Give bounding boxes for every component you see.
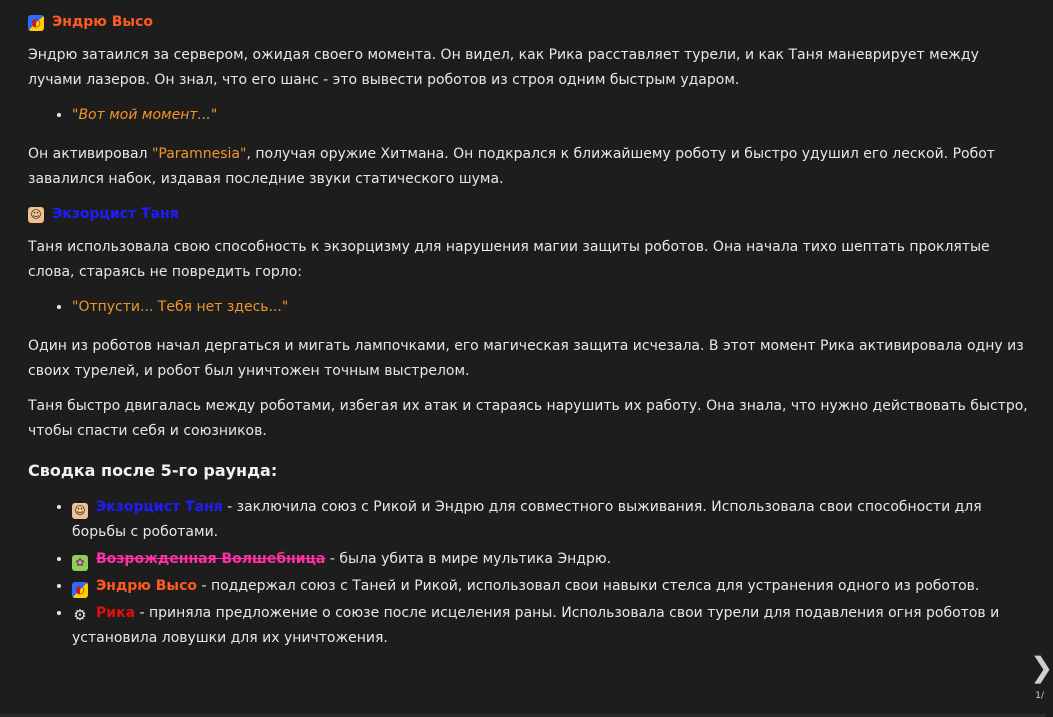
text: Он активировал	[28, 146, 152, 162]
list-item	[72, 295, 1028, 320]
character-name: Эндрю Высо	[52, 14, 154, 30]
chat-message	[28, 8, 1028, 665]
theater-mask-icon: ◐	[28, 15, 44, 31]
fairy-icon: ✿	[72, 555, 88, 571]
paragraph: Эндрю затаился за сервером, ожидая своего момента. Он видел, как Рика расставляет турели, и как Таня маневрирует между лучами лазеров. Он знал, что его шанс - это вывести роботов из строя одним быстрым ударом.	[28, 47, 979, 88]
priest-icon: ☺	[28, 207, 44, 223]
character-name: Эндрю Высо	[96, 578, 198, 594]
paragraph: Таня быстро двигалась между роботами, избегая их атак и стараясь нарушить их работу. Она знала, что нужно действовать быстро, чтобы спасти себя и союзников.	[28, 398, 1028, 439]
text: , получая оружие Хитмана. Он подкрался к ближайшему роботу и быстро удушил его леской. Робот завалился набок, издавая последние звуки статического шума.	[28, 146, 995, 187]
paragraph: Один из роботов начал дергаться и мигать лампочками, его магическая защита исчезала. В этот момент Рика активировала одну из своих турелей, и робот был уничтожен точным выстрелом.	[28, 338, 1024, 379]
list-item	[72, 574, 1028, 599]
section-header-tanya	[28, 202, 1028, 227]
quote-list	[28, 103, 1028, 128]
chevron-right-icon[interactable]: ❯	[1030, 651, 1053, 684]
character-name: Экзорцист Таня	[96, 499, 223, 515]
quote-text: "Вот мой момент..."	[72, 107, 218, 123]
summary-text: - заключила союз с Рикой и Эндрю для совместного выживания. Использовала свои способности для борьбы с роботами.	[72, 499, 982, 540]
summary-list	[28, 495, 1028, 651]
quote-list	[28, 295, 1028, 320]
page-indicator: 1/	[1035, 691, 1044, 701]
paragraph	[28, 142, 1028, 192]
section-header-andrew	[28, 10, 1028, 35]
paragraph: Таня использовала свою способность к экзорцизму для нарушения магии защиты роботов. Она начала тихо шептать проклятые слова, стараясь не повредить горло:	[28, 239, 990, 280]
summary-title: Сводка после 5-го раунда:	[28, 461, 278, 480]
character-name: Рика	[96, 605, 136, 621]
priest-icon: ☺	[72, 503, 88, 519]
ability-name: "Paramnesia"	[151, 146, 247, 162]
list-item	[72, 601, 1028, 651]
summary-text: - была убита в мире мультика Эндрю.	[325, 551, 612, 567]
list-item	[72, 103, 1028, 128]
character-name: Экзорцист Таня	[52, 206, 179, 222]
summary-text: - приняла предложение о союзе после исцеления раны. Использовала свои турели для подавления огня роботов и установила ловушки для их уничтожения.	[72, 605, 1000, 646]
list-item	[72, 495, 1028, 545]
character-name: Возрожденная Волшебница	[96, 551, 326, 567]
gear-icon: ⚙	[73, 606, 87, 624]
quote-text: "Отпусти... Тебя нет здесь..."	[72, 299, 289, 315]
list-item	[72, 547, 1028, 572]
summary-text: - поддержал союз с Таней и Рикой, использовал свои навыки стелса для устранения одного из роботов.	[197, 578, 980, 594]
theater-mask-icon: ◐	[72, 582, 88, 598]
